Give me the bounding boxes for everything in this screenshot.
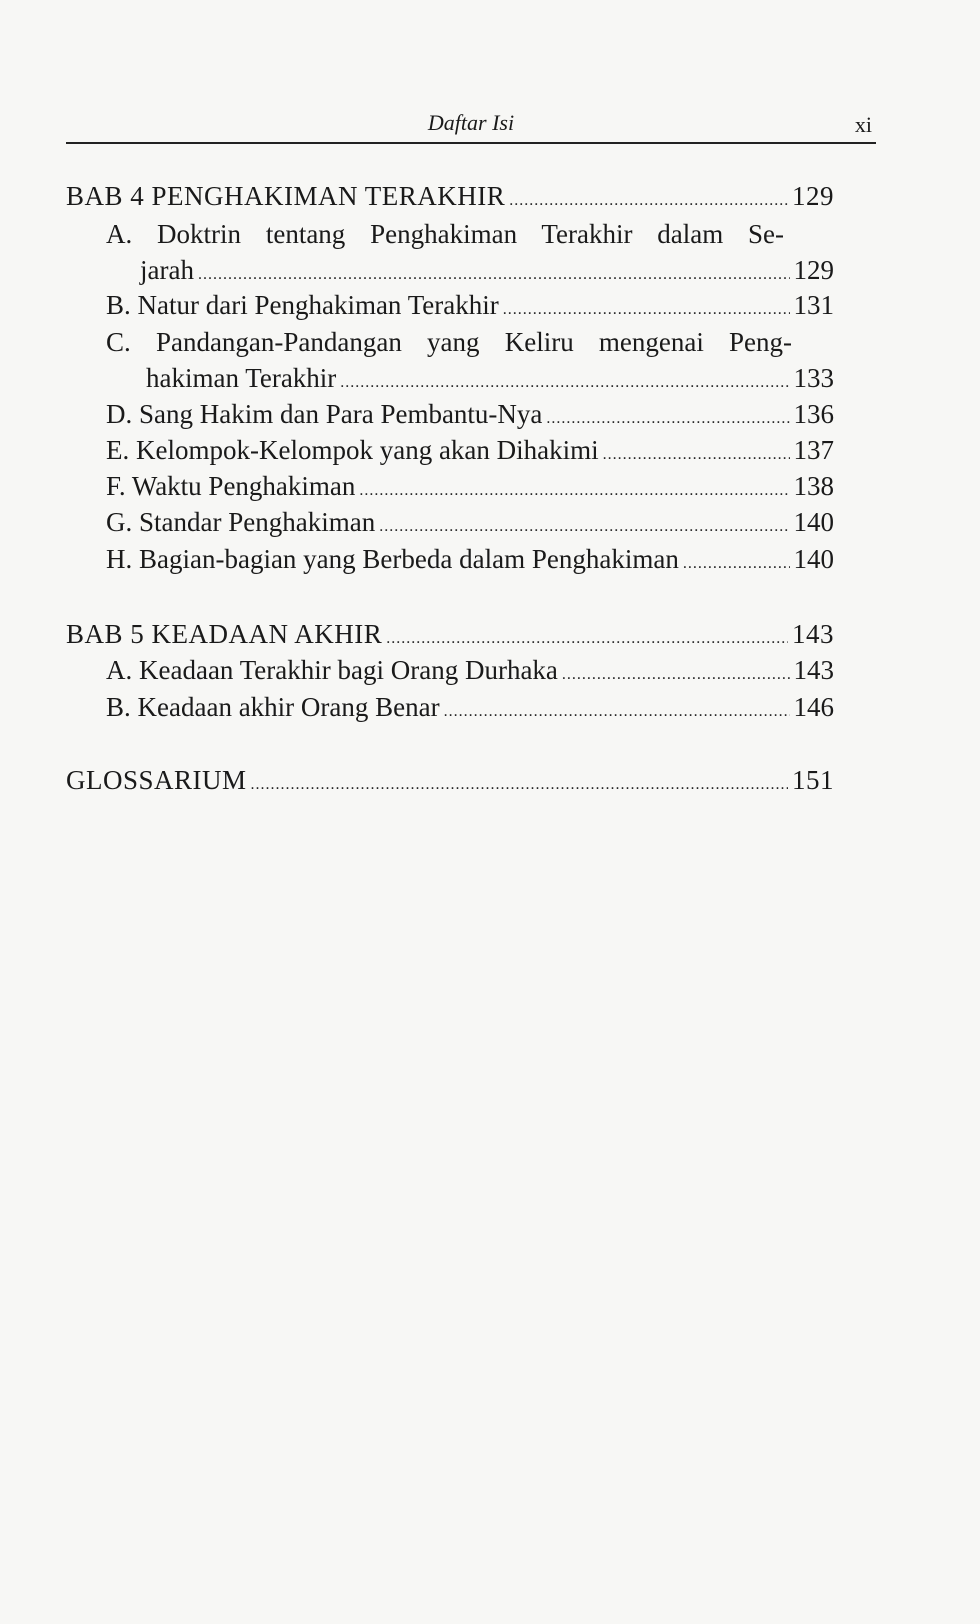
toc-section-title: D. Sang Hakim dan Para Pembantu-Nya	[106, 399, 543, 429]
toc-section-title: B. Keadaan akhir Orang Benar	[106, 692, 440, 722]
toc-page-number: 136	[793, 399, 834, 429]
toc-section-h[interactable]	[106, 541, 834, 577]
toc-page-number: 131	[793, 290, 834, 320]
toc-chapter-5[interactable]	[66, 616, 834, 652]
toc-page-number: 143	[792, 619, 834, 649]
toc-section-a-line1[interactable]: A. Doktrin tentang Penghakiman Terakhir dalam Se-	[106, 219, 784, 249]
toc-section-title: E. Kelompok-Kelompok yang akan Dihakimi	[106, 435, 599, 465]
toc-section-f[interactable]	[106, 468, 834, 504]
running-header	[66, 108, 876, 144]
toc-section-d[interactable]	[106, 396, 834, 432]
toc-page-number: 138	[793, 471, 834, 501]
toc-page-number: 137	[793, 435, 834, 465]
toc-section-title: jarah	[140, 255, 194, 285]
toc-section-title: hakiman Terakhir	[146, 363, 337, 393]
toc-section-title: H. Bagian-bagian yang Berbeda dalam Penghakiman	[106, 544, 679, 574]
toc-section-title: F. Waktu Penghakiman	[106, 471, 356, 501]
toc-section-title: B. Natur dari Penghakiman Terakhir	[106, 290, 499, 320]
page-number: xi	[854, 112, 872, 137]
toc-glossarium[interactable]	[66, 762, 834, 798]
toc-page-number: 143	[793, 655, 834, 685]
dot-leader	[562, 657, 790, 693]
toc-page-number: 140	[793, 544, 834, 574]
toc-page-number: 151	[792, 765, 834, 795]
dot-leader	[379, 509, 789, 545]
toc-page-number: 129	[792, 181, 834, 211]
toc-section-5a[interactable]	[106, 652, 834, 688]
toc-page-number: 129	[793, 255, 834, 285]
toc-chapter-4[interactable]	[66, 178, 834, 214]
toc-section-g[interactable]	[106, 504, 834, 540]
toc-section-c[interactable]	[146, 360, 834, 396]
toc-page-number: 140	[793, 507, 834, 537]
toc-section-title: G. Standar Penghakiman	[106, 507, 376, 537]
dot-leader	[444, 694, 790, 730]
dot-leader	[509, 183, 788, 219]
toc-page-number: 146	[793, 692, 834, 722]
toc-section-b[interactable]	[106, 287, 834, 323]
running-title: Daftar Isi	[427, 110, 515, 135]
toc-chapter-title: BAB 5 KEADAAN AKHIR	[66, 619, 383, 649]
toc-section-e[interactable]	[106, 432, 834, 468]
toc-section-title: A. Keadaan Terakhir bagi Orang Durhaka	[106, 655, 558, 685]
toc-section-a[interactable]	[140, 252, 834, 288]
toc-page-number: 133	[793, 363, 834, 393]
dot-leader	[251, 767, 788, 803]
toc-section-5b[interactable]	[106, 689, 834, 725]
dot-leader	[503, 292, 790, 328]
toc-chapter-title: BAB 4 PENGHAKIMAN TERAKHIR	[66, 181, 506, 211]
toc-chapter-title: GLOSSARIUM	[66, 765, 247, 795]
dot-leader	[683, 546, 790, 582]
toc-section-c-line1[interactable]: C. Pandangan-Pandangan yang Keliru mengenai Peng-	[106, 327, 792, 357]
